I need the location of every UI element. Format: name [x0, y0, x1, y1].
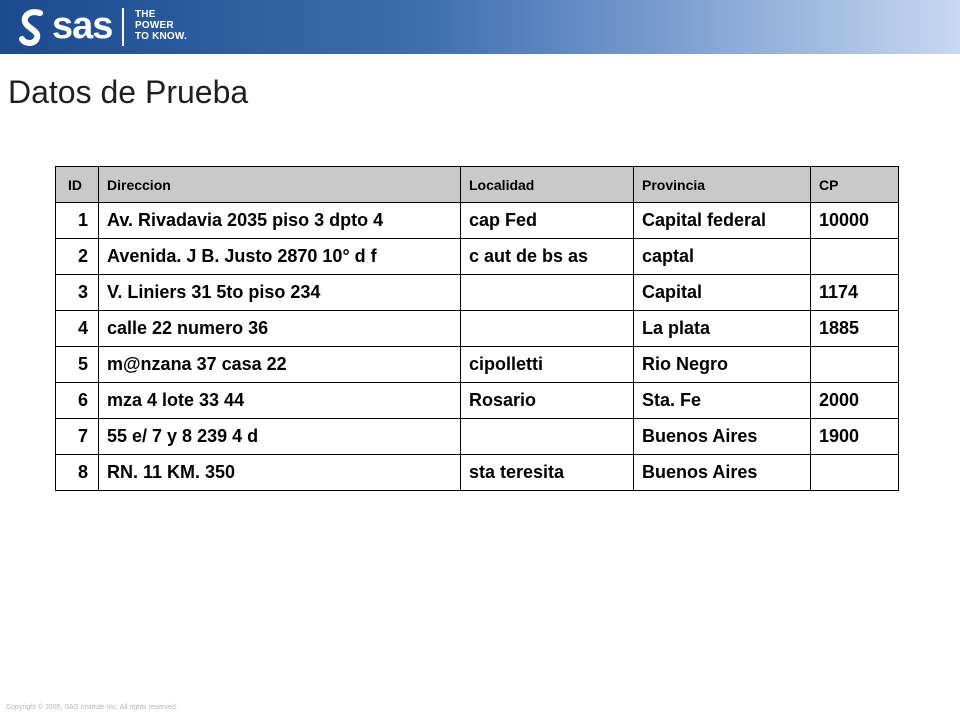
cell-id: 3: [56, 275, 99, 311]
header-banner: [0, 0, 960, 54]
cell-cp: 10000: [811, 203, 899, 239]
page-title: Datos de Prueba: [8, 74, 249, 110]
cell-id: 6: [56, 383, 99, 419]
cell-provincia: Sta. Fe: [634, 383, 811, 419]
cell-cp: [811, 455, 899, 491]
cell-id: 7: [56, 419, 99, 455]
cell-cp: [811, 239, 899, 275]
cell-localidad: [461, 275, 634, 311]
cell-direccion: Avenida. J B. Justo 2870 10° d f: [99, 239, 461, 275]
cell-localidad: Rosario: [461, 383, 634, 419]
tagline: [135, 9, 187, 42]
column-header-cp: CP: [811, 167, 899, 203]
cell-provincia: Buenos Aires: [634, 419, 811, 455]
cell-id: 1: [56, 203, 99, 239]
cell-provincia: Buenos Aires: [634, 455, 811, 491]
cell-provincia: Rio Negro: [634, 347, 811, 383]
cell-localidad: cipolletti: [461, 347, 634, 383]
table-row: [56, 347, 899, 383]
table-row: [56, 311, 899, 347]
cell-direccion: RN. 11 KM. 350: [99, 455, 461, 491]
cell-id: 2: [56, 239, 99, 275]
table-row: [56, 383, 899, 419]
cell-id: 4: [56, 311, 99, 347]
table-row: [56, 419, 899, 455]
sas-logo-icon: [14, 7, 54, 47]
cell-cp: [811, 347, 899, 383]
tagline-line: TO KNOW.: [135, 31, 187, 42]
column-header-provincia: Provincia: [634, 167, 811, 203]
cell-direccion: m@nzana 37 casa 22: [99, 347, 461, 383]
table-header-row: [56, 167, 899, 203]
tagline-line: POWER: [135, 20, 174, 31]
table-row: [56, 455, 899, 491]
cell-localidad: sta teresita: [461, 455, 634, 491]
cell-provincia: captal: [634, 239, 811, 275]
tagline-line: THE: [135, 9, 156, 20]
cell-cp: 2000: [811, 383, 899, 419]
table-row: [56, 203, 899, 239]
column-header-direccion: Direccion: [99, 167, 461, 203]
cell-localidad: c aut de bs as: [461, 239, 634, 275]
data-table: [55, 166, 899, 491]
cell-direccion: V. Liniers 31 5to piso 234: [99, 275, 461, 311]
cell-cp: 1900: [811, 419, 899, 455]
cell-direccion: mza 4 lote 33 44: [99, 383, 461, 419]
cell-id: 5: [56, 347, 99, 383]
cell-cp: 1174: [811, 275, 899, 311]
column-header-localidad: Localidad: [461, 167, 634, 203]
cell-id: 8: [56, 455, 99, 491]
column-header-id: ID: [56, 167, 99, 203]
table-row: [56, 275, 899, 311]
cell-provincia: La plata: [634, 311, 811, 347]
cell-localidad: [461, 419, 634, 455]
cell-direccion: Av. Rivadavia 2035 piso 3 dpto 4: [99, 203, 461, 239]
cell-provincia: Capital federal: [634, 203, 811, 239]
logo-divider: [122, 8, 124, 46]
cell-provincia: Capital: [634, 275, 811, 311]
cell-localidad: [461, 311, 634, 347]
cell-direccion: calle 22 numero 36: [99, 311, 461, 347]
cell-localidad: cap Fed: [461, 203, 634, 239]
table-row: [56, 239, 899, 275]
copyright-footer: Copyright © 2005, SAS Institute Inc. All rights reserved.: [6, 704, 178, 711]
logo-wordmark: sas: [52, 5, 113, 47]
cell-direccion: 55 e/ 7 y 8 239 4 d: [99, 419, 461, 455]
cell-cp: 1885: [811, 311, 899, 347]
